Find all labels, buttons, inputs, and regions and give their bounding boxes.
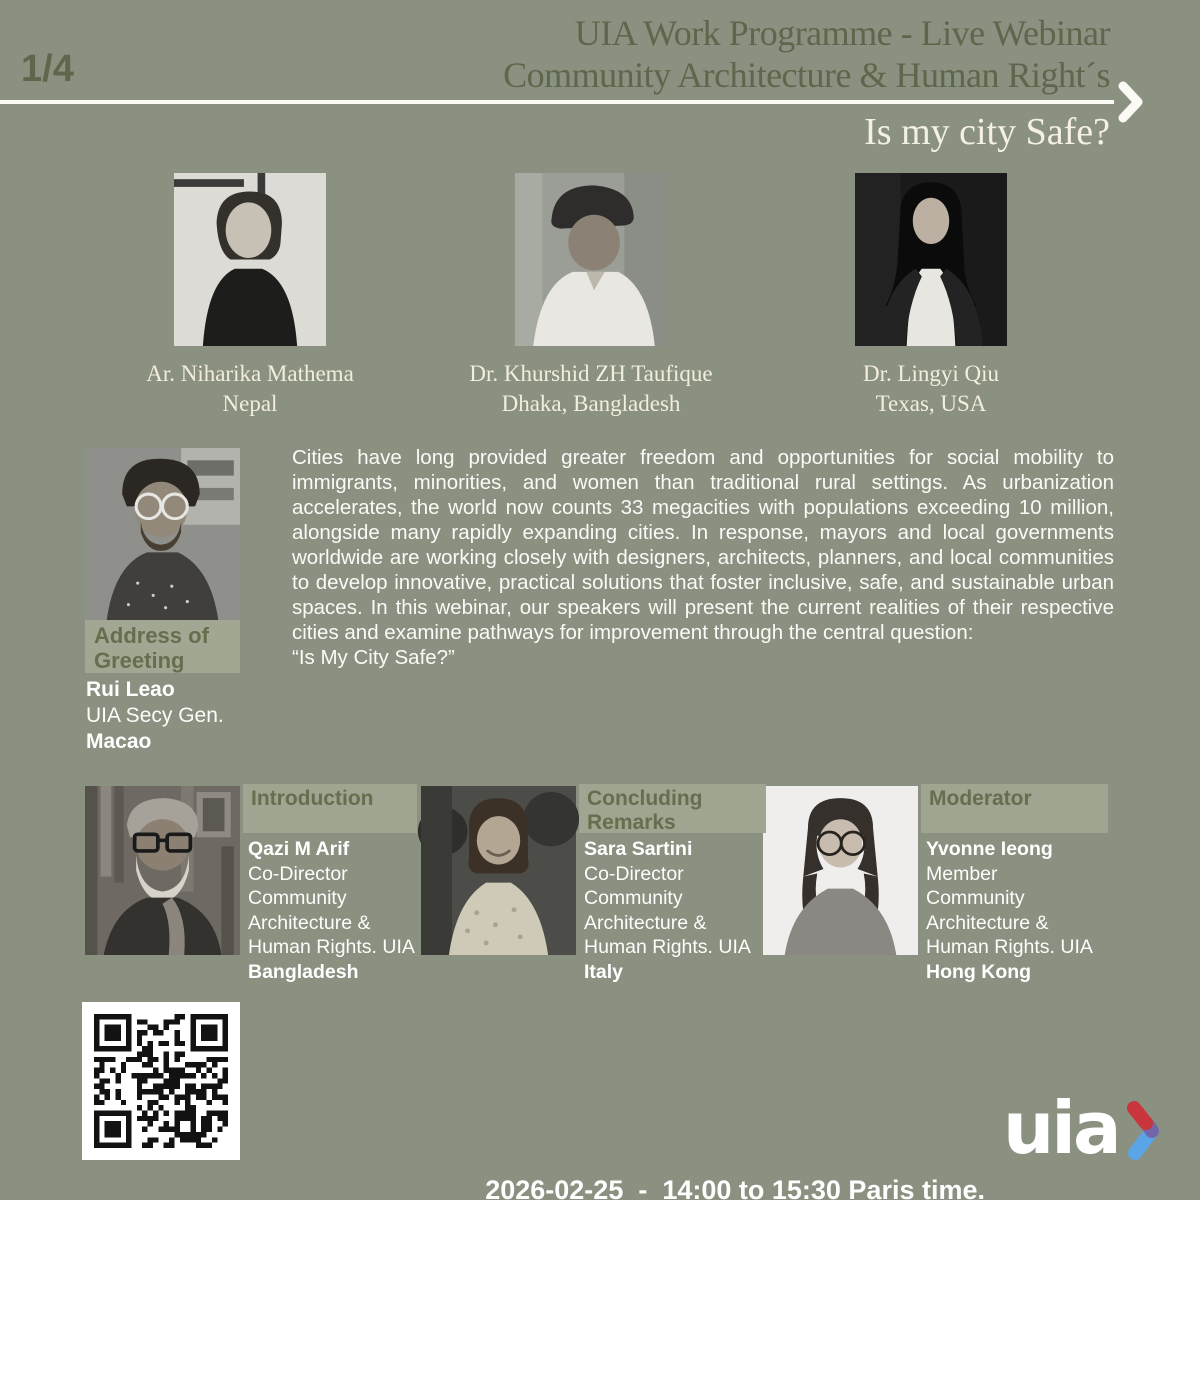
speaker-name: Dr. Khurshid ZH Taufique (469, 361, 713, 386)
speaker-name: Dr. Lingyi Qiu (862, 361, 1000, 386)
poster-title (503, 12, 1110, 96)
role-line: Co-Director (584, 862, 684, 885)
role-photo-yvonne-ieong (763, 786, 918, 955)
poster-subtitle: Is my city Safe? (864, 111, 1110, 153)
role-line: Co-Director (248, 862, 348, 885)
speaker-name-block (95, 359, 405, 419)
role-photo-qazi-m-arif (85, 786, 240, 955)
role-details (926, 837, 1093, 984)
page-indicator: 1/4 (21, 48, 74, 90)
title-line-1: UIA Work Programme - Live Webinar (574, 13, 1110, 53)
role-person-name: Yvonne Ieong (926, 838, 1053, 860)
zoom-webinar-link: Zoom Webinar Link: https://us02web.zoom.us/j/87167430287 (209, 1289, 985, 1319)
role-details (584, 837, 751, 984)
role-line: Architecture & (248, 911, 371, 934)
role-line: Architecture & (926, 911, 1049, 934)
greeting-role-label: Address of Greeting (85, 620, 240, 673)
speaker-card (436, 173, 746, 419)
role-person-name: Sara Sartini (584, 838, 693, 860)
role-label-moderator: Moderator (921, 784, 1108, 833)
speaker-card (776, 173, 1086, 419)
role-line: Community (584, 887, 683, 909)
role-country: Hong Kong (926, 960, 1032, 983)
speaker-card (95, 173, 405, 419)
title-line-2: Community Architecture & Human Right´s (503, 55, 1110, 95)
speaker-location: Texas, USA (875, 391, 987, 416)
greeting-info (86, 677, 224, 755)
header-divider-line (0, 100, 1114, 104)
speaker-name-block (776, 359, 1086, 419)
role-line: Human Rights. UIA (584, 936, 751, 958)
greeting-photo-rui-leao (85, 448, 240, 620)
speaker-location: Nepal (222, 391, 278, 416)
chevron-right-icon (1116, 79, 1146, 125)
role-line: Community (248, 887, 347, 909)
event-date-time: 2026-02-25 - 14:00 to 15:30 Paris time. (485, 1175, 985, 1205)
role-photo-sara-sartini (421, 786, 576, 955)
role-line: Human Rights. UIA (926, 936, 1093, 958)
role-label-introduction: Introduction (243, 784, 417, 833)
greeting-role: UIA Secy Gen. (86, 704, 224, 727)
description-body: Cities have long provided greater freedom and opportunities for social mobility to immigrants, minorities, and women than traditional rural settings. As urbanization accelerates, the world now counts 33 megacities with populations exceeding 10 million, alongside many rapidly expanding cities. In response, mayors and local governments worldwide are working closely with designers, architects, planners, and local communities to develop innovative, practical solutions that foster inclusive, safe, and sustainable urban spaces. In this webinar, our speakers will present the current realities of their respective cities and examine pathways for improvement through the central question: (292, 446, 1114, 644)
role-person-name: Qazi M Arif (248, 838, 350, 860)
role-country: Bangladesh (248, 960, 359, 983)
uia-logo-chevron-icon (1121, 1095, 1167, 1167)
description-question: “Is My City Safe?” (292, 646, 455, 669)
speaker-photo-niharika-mathema (174, 173, 326, 346)
uia-logo-text: uia (1003, 1086, 1119, 1170)
role-country: Italy (584, 960, 624, 983)
webinar-description (292, 445, 1114, 670)
role-line: Community (926, 887, 1025, 909)
speaker-location: Dhaka, Bangladesh (501, 391, 681, 416)
role-label-concluding-remarks: Concluding Remarks (579, 784, 766, 833)
role-details (248, 837, 415, 984)
role-line: Architecture & (584, 911, 707, 934)
speaker-photo-lingyi-qiu (855, 173, 1007, 346)
greeting-name: Rui Leao (86, 678, 175, 701)
greeting-location: Macao (86, 730, 152, 753)
role-line: Member (926, 862, 998, 885)
speaker-photo-khurshid-taufique (515, 173, 667, 346)
speaker-name-block (436, 359, 746, 419)
speaker-name: Ar. Niharika Mathema (146, 361, 354, 386)
uia-logo (1003, 1086, 1167, 1170)
role-line: Human Rights. UIA (248, 936, 415, 958)
footer-schedule (210, 1095, 985, 1399)
